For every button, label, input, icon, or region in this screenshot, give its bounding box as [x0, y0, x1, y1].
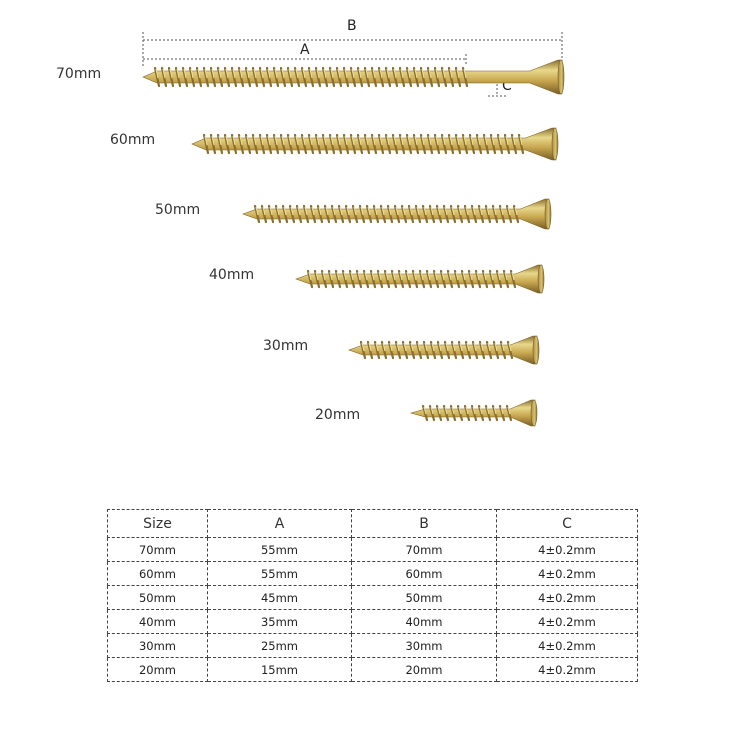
table-row: [108, 658, 638, 682]
cell-size: 70mm: [108, 538, 208, 562]
cell-c: 4±0.2mm: [497, 610, 638, 634]
cell-c: 4±0.2mm: [497, 658, 638, 682]
screw-50: [243, 199, 551, 229]
header-size: Size: [108, 510, 208, 538]
cell-b: 40mm: [352, 610, 497, 634]
cell-b: 70mm: [352, 538, 497, 562]
cell-b: 60mm: [352, 562, 497, 586]
screw-20: [411, 400, 537, 426]
screw-head: [545, 199, 551, 229]
cell-size: 20mm: [108, 658, 208, 682]
screw-head: [558, 60, 564, 94]
header-a: A: [208, 510, 352, 538]
screw-head: [552, 128, 558, 160]
cell-c: 4±0.2mm: [497, 562, 638, 586]
table-row: [108, 562, 638, 586]
cell-c: 4±0.2mm: [497, 634, 638, 658]
cell-a: 15mm: [208, 658, 352, 682]
dimension-label-c: C: [502, 78, 512, 94]
cell-c: 4±0.2mm: [497, 538, 638, 562]
cell-size: 50mm: [108, 586, 208, 610]
table-row: [108, 538, 638, 562]
cell-size: 60mm: [108, 562, 208, 586]
cell-b: 30mm: [352, 634, 497, 658]
screw-head: [533, 336, 539, 364]
cell-c: 4±0.2mm: [497, 586, 638, 610]
cell-a: 25mm: [208, 634, 352, 658]
dimension-label-a: A: [300, 42, 310, 58]
size-label-60: 60mm: [110, 132, 156, 148]
size-label-70: 70mm: [56, 66, 102, 82]
cell-size: 30mm: [108, 634, 208, 658]
cell-a: 55mm: [208, 562, 352, 586]
cell-a: 45mm: [208, 586, 352, 610]
dimension-label-b: B: [347, 18, 357, 34]
size-label-40: 40mm: [209, 267, 255, 283]
screw-head: [531, 400, 537, 426]
screw-40: [296, 265, 544, 293]
dimension-lines: [143, 32, 562, 96]
cell-a: 55mm: [208, 538, 352, 562]
screw-head: [538, 265, 544, 293]
size-label-50: 50mm: [155, 202, 201, 218]
screw-60: [192, 128, 558, 160]
header-b: B: [352, 510, 497, 538]
screw-30: [349, 336, 539, 364]
spec-table: [107, 509, 638, 682]
size-label-20: 20mm: [315, 407, 361, 423]
cell-b: 20mm: [352, 658, 497, 682]
size-label-30: 30mm: [263, 338, 309, 354]
table-row: [108, 610, 638, 634]
table-header-row: [108, 510, 638, 538]
header-c: C: [497, 510, 638, 538]
table-row: [108, 586, 638, 610]
cell-a: 35mm: [208, 610, 352, 634]
screw-70: [143, 60, 564, 94]
cell-size: 40mm: [108, 610, 208, 634]
table-row: [108, 634, 638, 658]
screw-group: [143, 60, 564, 426]
cell-b: 50mm: [352, 586, 497, 610]
